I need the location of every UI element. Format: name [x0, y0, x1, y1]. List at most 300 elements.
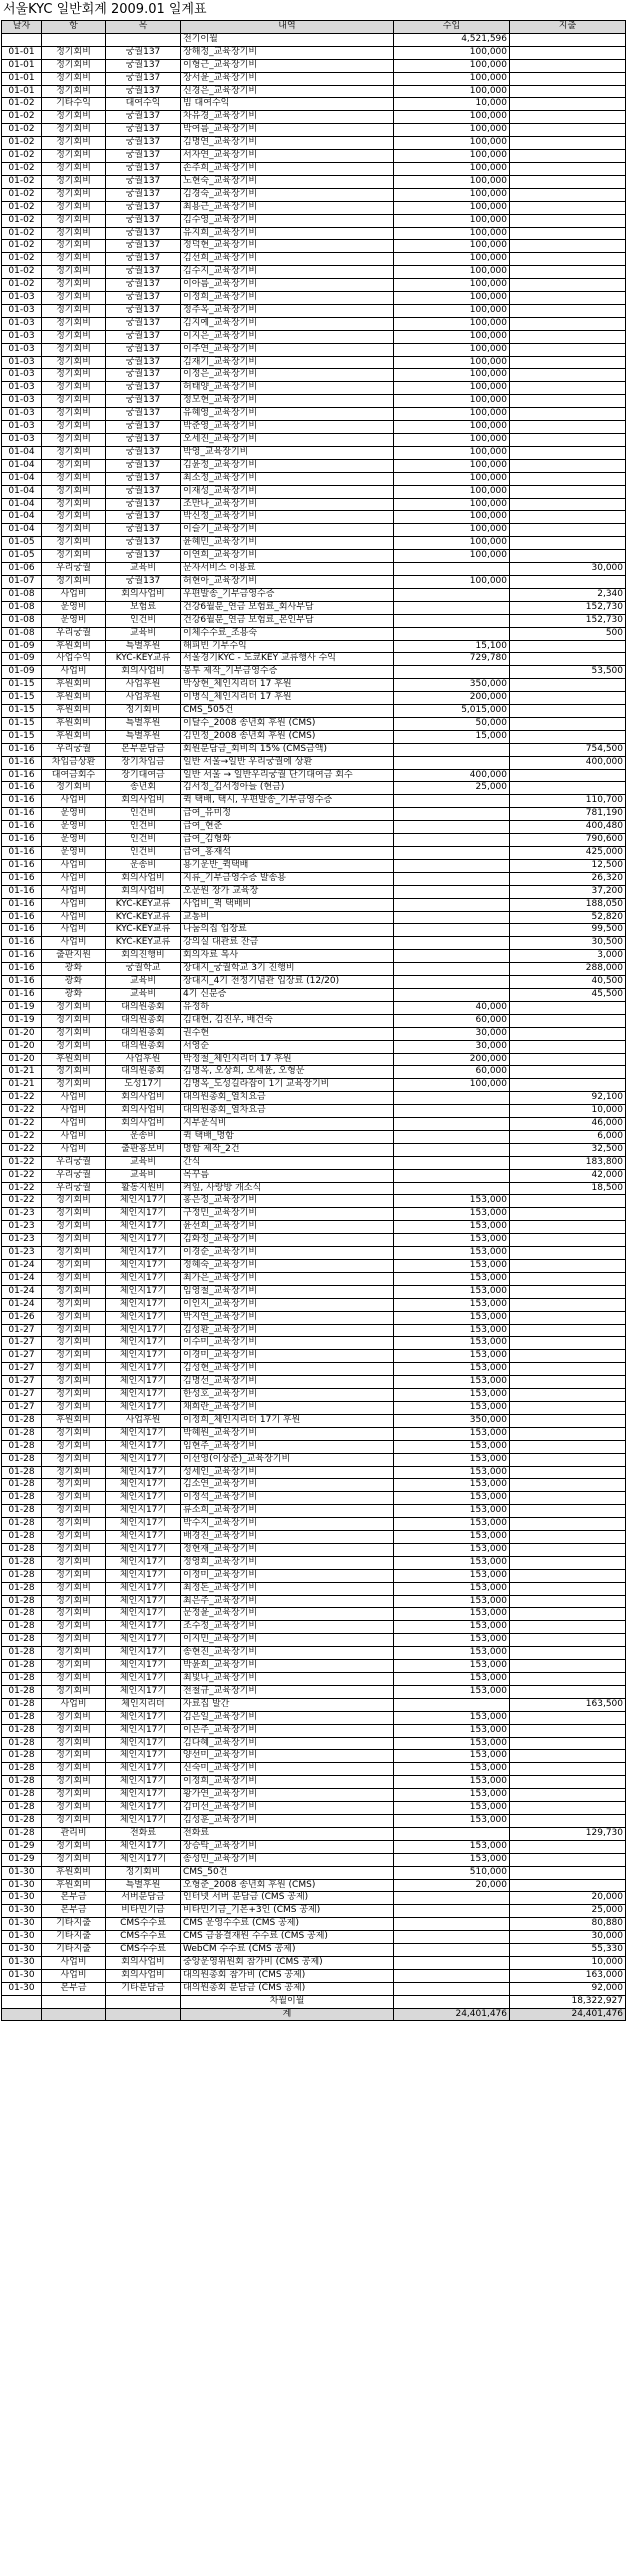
cell-income: 153,000: [394, 1389, 510, 1402]
cell-expense: [510, 85, 626, 98]
cell-income: 100,000: [394, 279, 510, 292]
table-row: [2, 1543, 626, 1556]
cell-date: 01-22: [2, 1195, 42, 1208]
cell-date: 01-03: [2, 382, 42, 395]
cell-date: 01-16: [2, 834, 42, 847]
table-row: [2, 162, 626, 175]
cell-description: 이체수수료_조용숙: [181, 627, 394, 640]
cell-expense: [510, 408, 626, 421]
cell-description: 장대지_4기 전정기념관 입장료 (12/20): [181, 976, 394, 989]
cell-description: 우편발송_기부금영수증: [181, 588, 394, 601]
cell-income: 100,000: [394, 175, 510, 188]
cell-description: 이지민_교육장기비: [181, 1634, 394, 1647]
cell-income: 153,000: [394, 1311, 510, 1324]
cell-expense: [510, 524, 626, 537]
cell-description: 서울경기KYC - 도쿄KEY 교류행사 수익: [181, 653, 394, 666]
cell-category: 정기회비: [42, 46, 106, 59]
table-row: [2, 937, 626, 950]
cell-date: 01-04: [2, 485, 42, 498]
cell-date: 01-04: [2, 459, 42, 472]
cell-income: 100,000: [394, 214, 510, 227]
cell-item: 체인지17기: [106, 1776, 181, 1789]
cell-item: 체인지17기: [106, 1556, 181, 1569]
cell-description: 최가은_교육장기비: [181, 1272, 394, 1285]
cell-date: 01-02: [2, 227, 42, 240]
table-row: [2, 317, 626, 330]
cell-income: 200,000: [394, 692, 510, 705]
cell-income: 153,000: [394, 1505, 510, 1518]
cell-expense: [510, 1853, 626, 1866]
cell-category: 정기회비: [42, 1234, 106, 1247]
cell-income: [394, 614, 510, 627]
cell-income: [394, 1698, 510, 1711]
cell-item: 비타민기금: [106, 1905, 181, 1918]
cell-category: 정기회비: [42, 537, 106, 550]
cell-item: 체인지17기: [106, 1208, 181, 1221]
cell-income: [394, 743, 510, 756]
cell-category: 정기회비: [42, 1376, 106, 1389]
table-row: [2, 679, 626, 692]
cell-expense: [510, 395, 626, 408]
cell-expense: [510, 1324, 626, 1337]
cell-description: 김명옥_도성길라잡이 1기 교육장기비: [181, 1079, 394, 1092]
cell-item: CMS수수료: [106, 1931, 181, 1944]
cell-category: 정기회비: [42, 1543, 106, 1556]
cell-date: 01-29: [2, 1840, 42, 1853]
cell-expense: [510, 575, 626, 588]
cell-description: 장서윤_교육장기비: [181, 72, 394, 85]
cell-description: 정현재_교육장기비: [181, 1543, 394, 1556]
table-row: [2, 601, 626, 614]
table-row: [2, 1698, 626, 1711]
cell-date: 01-02: [2, 188, 42, 201]
table-row: [2, 72, 626, 85]
cell-expense: [510, 1814, 626, 1827]
cell-item: 체인지17기: [106, 1802, 181, 1815]
cell-category: 사업비: [42, 937, 106, 950]
table-row: [2, 1027, 626, 1040]
cell-income: [394, 924, 510, 937]
cell-date: 01-16: [2, 743, 42, 756]
cell-date: 01-28: [2, 1789, 42, 1802]
cell-category: 정기회비: [42, 304, 106, 317]
cell-income: 153,000: [394, 1440, 510, 1453]
cell-item: 체인지17기: [106, 1711, 181, 1724]
cell-income: [394, 1092, 510, 1105]
cell-item: KYC-KEY교류: [106, 898, 181, 911]
cell-description: 이은주_교육장기비: [181, 1724, 394, 1737]
cell-income: 40,000: [394, 1001, 510, 1014]
cell-income: 100,000: [394, 150, 510, 163]
cell-date: 01-28: [2, 1621, 42, 1634]
cell-date: 01-16: [2, 963, 42, 976]
cell-category: 광화: [42, 963, 106, 976]
cell-date: 01-16: [2, 924, 42, 937]
cell-item: 대의원총회: [106, 1066, 181, 1079]
cell-item: [106, 1995, 181, 2008]
cell-description: 인터넷 서버 분담금 (CMS 공제): [181, 1892, 394, 1905]
cell-description: 이정희_교육장기비: [181, 1776, 394, 1789]
cell-date: 01-30: [2, 1905, 42, 1918]
cell-expense: [510, 330, 626, 343]
cell-description: 급여_현준: [181, 821, 394, 834]
cell-income: 510,000: [394, 1866, 510, 1879]
cell-item: 체인지17기: [106, 1479, 181, 1492]
cell-expense: [510, 227, 626, 240]
cell-income: 100,000: [394, 162, 510, 175]
table-row: [2, 137, 626, 150]
cell-item: 특별후원: [106, 640, 181, 653]
table-row: [2, 485, 626, 498]
cell-description: 채희란_교육장기비: [181, 1401, 394, 1414]
cell-description: 이정은_교육장기비: [181, 369, 394, 382]
cell-category: 정기회비: [42, 1750, 106, 1763]
cell-item: [106, 2008, 181, 2021]
table-row: [2, 266, 626, 279]
cell-expense: [510, 72, 626, 85]
cell-description: 교통비: [181, 911, 394, 924]
cell-income: [394, 834, 510, 847]
cell-income: [394, 666, 510, 679]
cell-description: 이연희_교육장기비: [181, 550, 394, 563]
cell-category: 기타수익: [42, 98, 106, 111]
cell-category: 사업비: [42, 898, 106, 911]
cell-expense: [510, 1298, 626, 1311]
cell-expense: [510, 1066, 626, 1079]
cell-date: 01-01: [2, 59, 42, 72]
cell-item: 궁궐137: [106, 524, 181, 537]
cell-expense: [510, 1466, 626, 1479]
cell-expense: [510, 1479, 626, 1492]
cell-date: 01-02: [2, 150, 42, 163]
table-row: [2, 885, 626, 898]
cell-category: [42, 2008, 106, 2021]
cell-income: 100,000: [394, 511, 510, 524]
cell-description: 이정희_교육장기비: [181, 292, 394, 305]
cell-expense: [510, 1866, 626, 1879]
table-row: [2, 614, 626, 627]
cell-date: 01-28: [2, 1673, 42, 1686]
cell-item: 궁궐137: [106, 369, 181, 382]
table-row: [2, 124, 626, 137]
table-row: [2, 537, 626, 550]
cell-expense: [510, 446, 626, 459]
cell-category: 우리궁궐: [42, 563, 106, 576]
cell-category: 정기회비: [42, 1737, 106, 1750]
cell-category: 정기회비: [42, 72, 106, 85]
cell-income: 100,000: [394, 408, 510, 421]
table-row: [2, 1040, 626, 1053]
cell-income: 100,000: [394, 111, 510, 124]
cell-expense: 183,800: [510, 1156, 626, 1169]
cell-category: 정기회비: [42, 1453, 106, 1466]
cell-date: 01-16: [2, 911, 42, 924]
cell-category: [42, 1995, 106, 2008]
cell-item: 체인지17기: [106, 1737, 181, 1750]
cell-expense: 37,200: [510, 885, 626, 898]
cell-description: 황가연_교육장기비: [181, 1789, 394, 1802]
cell-description: 김수지_교육장기비: [181, 266, 394, 279]
cell-income: 153,000: [394, 1595, 510, 1608]
cell-item: 궁궐137: [106, 162, 181, 175]
cell-expense: [510, 46, 626, 59]
table-row: [2, 692, 626, 705]
cell-category: 정기회비: [42, 485, 106, 498]
cell-category: 정기회비: [42, 1285, 106, 1298]
table-row: [2, 227, 626, 240]
cell-category: 정기회비: [42, 330, 106, 343]
cell-category: 정기회비: [42, 175, 106, 188]
cell-category: 후원회비: [42, 1053, 106, 1066]
cell-expense: [510, 1660, 626, 1673]
cell-item: 서버분담금: [106, 1892, 181, 1905]
cell-income: [394, 1905, 510, 1918]
cell-income: 153,000: [394, 1479, 510, 1492]
cell-date: 01-03: [2, 369, 42, 382]
cell-expense: [510, 1376, 626, 1389]
cell-item: 인건비: [106, 834, 181, 847]
cell-income: 153,000: [394, 1260, 510, 1273]
table-row: [2, 1440, 626, 1453]
cell-description: 일반 서울 → 일반우리궁궐 단기대여금 회수: [181, 769, 394, 782]
cell-date: 01-21: [2, 1066, 42, 1079]
cell-income: 100,000: [394, 330, 510, 343]
cell-description: 차월이월: [181, 1995, 394, 2008]
cell-expense: [510, 1634, 626, 1647]
cell-date: 01-28: [2, 1543, 42, 1556]
cell-item: 체인지17기: [106, 1285, 181, 1298]
cell-date: 01-02: [2, 279, 42, 292]
cell-date: 01-30: [2, 1944, 42, 1957]
cell-item: 장기차입금: [106, 756, 181, 769]
cell-income: [394, 756, 510, 769]
cell-item: 특별후원: [106, 1879, 181, 1892]
cell-expense: 24,401,476: [510, 2008, 626, 2021]
table-row: [2, 1195, 626, 1208]
cell-item: 궁궐137: [106, 304, 181, 317]
table-row: [2, 1827, 626, 1840]
cell-item: 체인지17기: [106, 1531, 181, 1544]
cell-income: 153,000: [394, 1685, 510, 1698]
cell-income: 153,000: [394, 1376, 510, 1389]
cell-expense: [510, 730, 626, 743]
cell-category: 정기회비: [42, 356, 106, 369]
cell-item: 체인지17기: [106, 1518, 181, 1531]
cell-expense: [510, 1272, 626, 1285]
cell-date: 01-24: [2, 1260, 42, 1273]
cell-date: 01-03: [2, 408, 42, 421]
cell-category: 정기회비: [42, 1298, 106, 1311]
cell-date: 01-08: [2, 614, 42, 627]
cell-income: 100,000: [394, 485, 510, 498]
cell-income: 153,000: [394, 1802, 510, 1815]
table-row: [2, 459, 626, 472]
cell-description: 건강6월분_연금 보험료_본인부담: [181, 614, 394, 627]
cell-category: 정기회비: [42, 1608, 106, 1621]
cell-item: 회의사업비: [106, 872, 181, 885]
cell-item: 보험료: [106, 601, 181, 614]
table-row: [2, 201, 626, 214]
table-row: [2, 575, 626, 588]
cell-description: 최빛나_교육장기비: [181, 1673, 394, 1686]
cell-description: CMS 운영수수료 (CMS 공제): [181, 1918, 394, 1931]
cell-item: 체인지17기: [106, 1763, 181, 1776]
cell-description: 정덕현_교육장기비: [181, 240, 394, 253]
cell-item: 궁궐137: [106, 59, 181, 72]
cell-date: 01-08: [2, 601, 42, 614]
table-row: [2, 653, 626, 666]
cell-date: 01-16: [2, 847, 42, 860]
table-row: [2, 1260, 626, 1273]
cell-income: [394, 588, 510, 601]
cell-description: CMS_50건: [181, 1866, 394, 1879]
cell-category: 운영비: [42, 847, 106, 860]
cell-income: 100,000: [394, 343, 510, 356]
cell-description: 김명연_교육장기비: [181, 137, 394, 150]
cell-item: 궁궐137: [106, 395, 181, 408]
cell-date: 01-27: [2, 1363, 42, 1376]
cell-category: 정기회비: [42, 1660, 106, 1673]
cell-income: 100,000: [394, 85, 510, 98]
table-row: [2, 1350, 626, 1363]
table-row: [2, 821, 626, 834]
table-row: [2, 369, 626, 382]
cell-income: 100,000: [394, 524, 510, 537]
cell-date: 01-28: [2, 1427, 42, 1440]
cell-income: 153,000: [394, 1427, 510, 1440]
cell-category: 정기회비: [42, 162, 106, 175]
cell-category: 정기회비: [42, 1582, 106, 1595]
cell-category: 광화: [42, 976, 106, 989]
cell-item: 회의사업비: [106, 885, 181, 898]
cell-expense: 40,500: [510, 976, 626, 989]
cell-item: 체인지17기: [106, 1789, 181, 1802]
cell-description: 박혜원_교육장기비: [181, 1427, 394, 1440]
cell-description: WebCM 수수료 (CMS 공제): [181, 1944, 394, 1957]
cell-income: [394, 1156, 510, 1169]
cell-category: 기타지출: [42, 1944, 106, 1957]
cell-description: 최소정_교육장기비: [181, 472, 394, 485]
cell-income: 153,000: [394, 1789, 510, 1802]
cell-income: [394, 1182, 510, 1195]
cell-description: 급여_홍재석: [181, 847, 394, 860]
table-row: [2, 98, 626, 111]
cell-income: 4,521,596: [394, 33, 510, 46]
table-row: [2, 1053, 626, 1066]
cell-item: 체인지17기: [106, 1621, 181, 1634]
cell-date: 01-30: [2, 1918, 42, 1931]
cell-expense: [510, 59, 626, 72]
cell-income: 100,000: [394, 537, 510, 550]
cell-date: 01-03: [2, 292, 42, 305]
cell-date: 01-22: [2, 1169, 42, 1182]
opening-balance-row: [2, 33, 626, 46]
cell-category: 정기회비: [42, 1802, 106, 1815]
cell-item: 출판홍보비: [106, 1143, 181, 1156]
cell-expense: [510, 1789, 626, 1802]
cell-item: 특별후원: [106, 730, 181, 743]
cell-expense: 781,190: [510, 808, 626, 821]
cell-date: 01-30: [2, 1879, 42, 1892]
cell-date: 01-28: [2, 1685, 42, 1698]
table-row: [2, 640, 626, 653]
cell-date: 01-28: [2, 1814, 42, 1827]
cell-income: 153,000: [394, 1814, 510, 1827]
cell-expense: [510, 240, 626, 253]
cell-date: 01-28: [2, 1505, 42, 1518]
cell-date: 01-01: [2, 85, 42, 98]
cell-income: 100,000: [394, 472, 510, 485]
cell-date: 01-28: [2, 1647, 42, 1660]
cell-item: 사업후원: [106, 679, 181, 692]
cell-expense: 400,480: [510, 821, 626, 834]
cell-category: 기타지출: [42, 1931, 106, 1944]
cell-date: 01-15: [2, 717, 42, 730]
cell-income: 100,000: [394, 369, 510, 382]
cell-date: 01-16: [2, 808, 42, 821]
table-row: [2, 1298, 626, 1311]
cell-income: [394, 808, 510, 821]
cell-income: 100,000: [394, 575, 510, 588]
cell-category: 정기회비: [42, 1363, 106, 1376]
cell-item: 체인지17기: [106, 1853, 181, 1866]
cell-date: 01-28: [2, 1414, 42, 1427]
cell-income: 15,000: [394, 730, 510, 743]
cell-description: 정모현_교육장기비: [181, 395, 394, 408]
cell-expense: 55,330: [510, 1944, 626, 1957]
cell-category: 우리궁궐: [42, 1182, 106, 1195]
cell-date: 01-02: [2, 137, 42, 150]
cell-date: 01-03: [2, 356, 42, 369]
cell-date: 01-03: [2, 317, 42, 330]
cell-expense: [510, 1492, 626, 1505]
cell-description: 성세인_교육장기비: [181, 1466, 394, 1479]
cell-date: 01-16: [2, 898, 42, 911]
cell-income: 153,000: [394, 1660, 510, 1673]
cell-category: 관리비: [42, 1827, 106, 1840]
cell-category: 사업비: [42, 1130, 106, 1143]
cell-income: 30,000: [394, 1040, 510, 1053]
table-row: [2, 1363, 626, 1376]
cell-category: 정기회비: [42, 1518, 106, 1531]
cell-expense: 25,000: [510, 1905, 626, 1918]
cell-expense: [510, 1389, 626, 1402]
cell-income: 153,000: [394, 1543, 510, 1556]
cell-item: 본부분담금: [106, 743, 181, 756]
cell-expense: [510, 304, 626, 317]
cell-expense: 6,000: [510, 1130, 626, 1143]
cell-expense: 30,500: [510, 937, 626, 950]
cell-expense: 188,050: [510, 898, 626, 911]
table-row: [2, 1969, 626, 1982]
cell-item: 대의원총회: [106, 1040, 181, 1053]
cell-description: 최정돈_교육장기비: [181, 1582, 394, 1595]
cell-date: 01-28: [2, 1479, 42, 1492]
cell-item: KYC-KEY교류: [106, 937, 181, 950]
cell-date: 01-09: [2, 640, 42, 653]
cell-item: 체인지17기: [106, 1505, 181, 1518]
cell-income: [394, 1995, 510, 2008]
cell-category: 출판지원: [42, 950, 106, 963]
cell-income: 153,000: [394, 1324, 510, 1337]
cell-income: 153,000: [394, 1737, 510, 1750]
cell-item: 전화료: [106, 1827, 181, 1840]
cell-expense: [510, 1453, 626, 1466]
header-description: 내역: [181, 21, 394, 34]
cell-description: 김명선_교육장기비: [181, 1376, 394, 1389]
cell-category: 본부금: [42, 1982, 106, 1995]
table-row: [2, 1673, 626, 1686]
